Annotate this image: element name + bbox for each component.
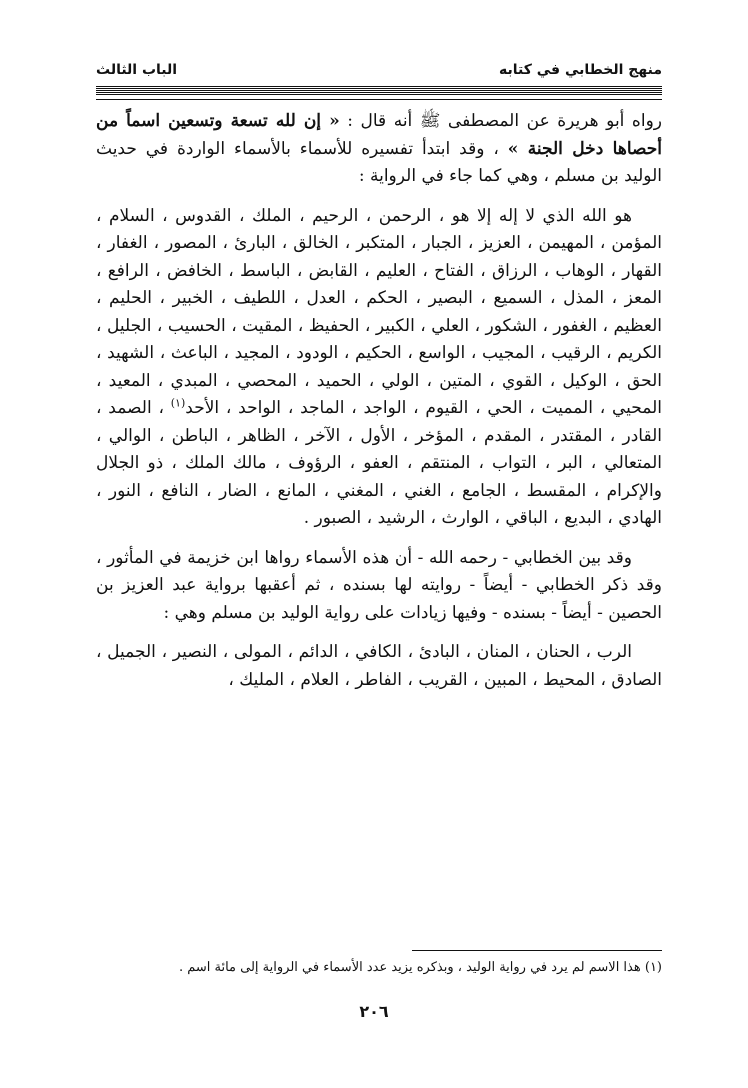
page-number: ٢٠٦: [359, 1002, 389, 1021]
names-list-part-1: هو الله الذي لا إله إلا هو ، الرحمن ، الرحيم ، الملك ، القدوس ، السلام ، المؤمن ، المهيمن ، العزيز ، الجبار ، المتكبر ، الخالق ، البارئ ، المصور ، الغفار ، القهار ، الوهاب ، الرزاق ، الفتاح ، العليم ، القابض ، الباسط ، الخافض ، الرافع ، المعز ، المذل ، السميع ، البصير ، الحكم ، العدل ، اللطيف ، الخبير ، الحليم ، العظيم ، الغفور ، الشكور ، العلي ، الكبير ، الحفيظ ، المقيت ، الحسيب ، الجليل ، الكريم ، الرقيب ، المجيب ، الواسع ، الحكيم ، الودود ، المجيد ، الباعث ، الشهيد ، الحق ، الوكيل ، القوي ، المتين ، الولي ، الحميد ، المحصي ، المبدي ، المعيد ، المحيي ، المميت ، الحي ، القيوم ، الواجد ، الماجد ، الواحد ، الأحد: [96, 205, 663, 418]
paragraph-additional-names: الرب ، الحنان ، المنان ، البادئ ، الكافي ، الدائم ، المولى ، النصير ، الجميل ، الصادق ، المحيط ، المبين ، القريب ، الفاطر ، العلام ، المليك ،: [96, 642, 662, 690]
header-rule-thin: [96, 99, 662, 100]
paragraph-explanation: وقد بين الخطابي - رحمه الله - أن هذه الأسماء رواها ابن خزيمة في المأثور ، وقد ذكر الخطابي - أيضاً - روايته لها بسنده ، ثم أعقبها برواية عبد العزيز بن الحصين - أيضاً - بسنده - وفيها زيادات على رواية الوليد بن مسلم وهي :: [96, 547, 662, 623]
book-title: منهج الخطابي في كتابه: [499, 62, 662, 78]
paragraph-intro: [96, 108, 662, 191]
intro-text: رواه أبو هريرة عن المصطفى ﷺ أنه قال :: [339, 111, 662, 131]
intro-continuation: ، وقد ابتدأ تفسيره للأسماء بالأسماء الواردة في حديث الوليد بن مسلم ، وهي كما جاء في الرواية :: [96, 138, 662, 186]
running-header: [96, 62, 662, 84]
hadith-quote: « إن لله تسعة وتسعين اسماً من أحصاها دخل الجنة »: [96, 111, 662, 159]
main-text: [96, 108, 662, 694]
paragraph-names-list: [96, 203, 662, 533]
footnote: (١) هذا الاسم لم يرد في رواية الوليد ، وبذكره يزيد عدد الأسماء في الرواية إلى مائة اسم .: [178, 960, 662, 975]
header-rule-band: [96, 86, 662, 96]
footnote-separator: [412, 950, 662, 951]
chapter-title: الباب الثالث: [96, 62, 178, 78]
names-list-part-2: ، الصمد ، القادر ، المقتدر ، المقدم ، المؤخر ، الأول ، الآخر ، الظاهر ، الباطن ، الوالي ، المتعالي ، البر ، التواب ، المنتقم ، العفو ، الرؤوف ، مالك الملك ، ذو الجلال والإكرام ، المقسط ، الجامع ، الغني ، المغني ، المانع ، الضار ، النافع ، النور ، الهادي ، البديع ، الباقي ، الوارث ، الرشيد ، الصبور .: [96, 398, 662, 528]
footnote-marker: (١): [170, 396, 186, 410]
